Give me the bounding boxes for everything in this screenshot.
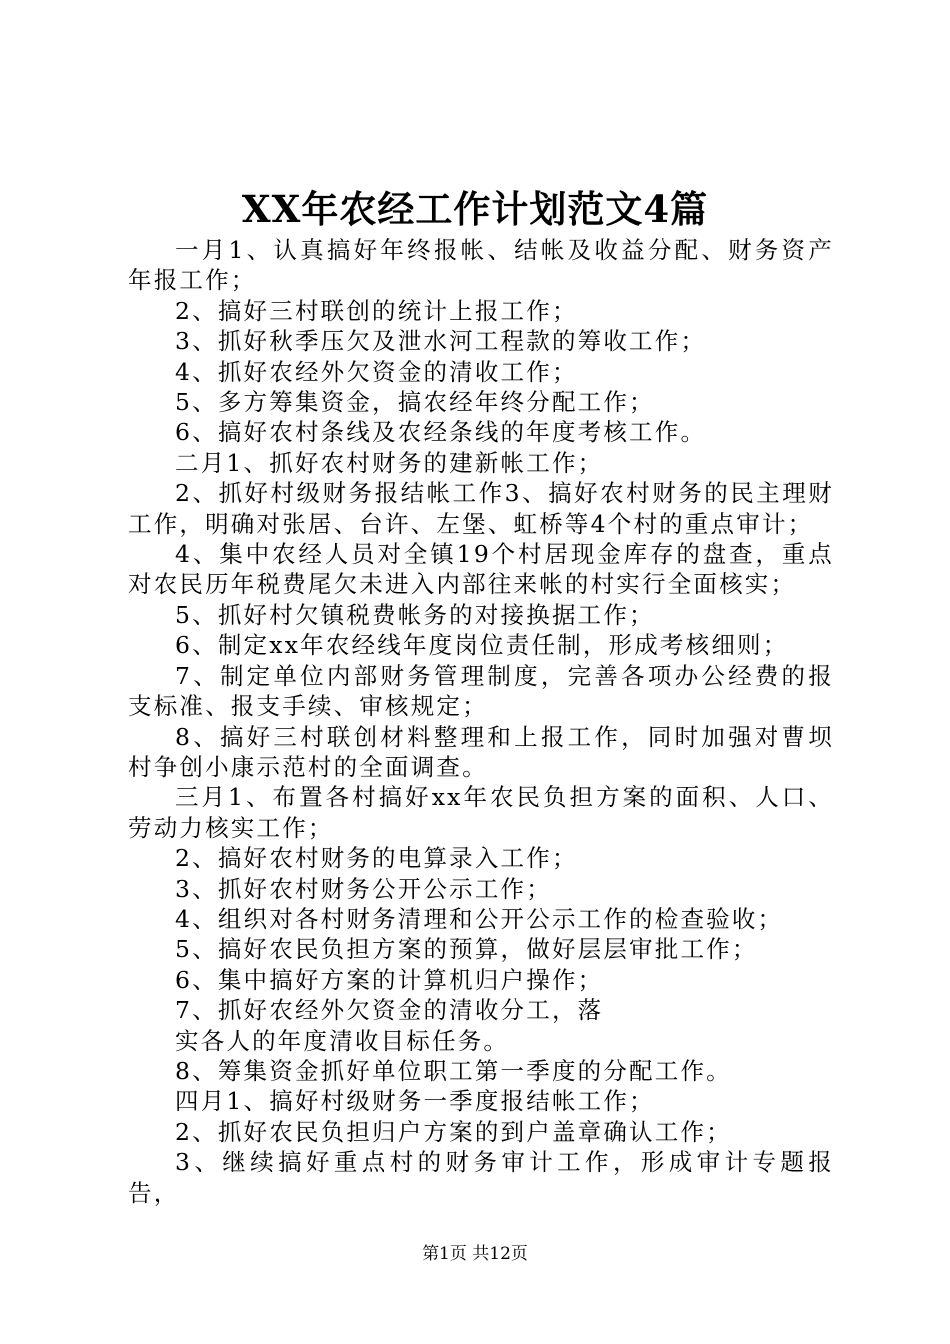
paragraph: 5、多方筹集资金，搞农经年终分配工作； — [175, 388, 655, 417]
paragraph: 6、制定xx年农经线年度岗位责任制，形成考核细则； — [175, 631, 789, 660]
paragraph: 2、抓好村级财务报结帐工作3、搞好农村财务的民主理财工作，明确对张居、台许、左堡、虹桥等4个村的重点审计； — [128, 479, 834, 538]
paragraph: 4、集中农经人员对全镇19个村居现金库存的盘查，重点对农民历年税费尾欠未进入内部往来帐的村实行全面核实； — [128, 540, 834, 599]
paragraph: 7、制定单位内部财务管理制度，完善各项办公经费的报支标准、报支手续、审核规定； — [128, 661, 834, 721]
paragraph: 3、继续搞好重点村的财务审计工作，形成审计专题报告， — [128, 1148, 834, 1207]
paragraph: 2、抓好农民负担归户方案的到户盖章确认工作； — [175, 1117, 732, 1146]
paragraph: 5、搞好农民负担方案的预算，做好层层审批工作； — [175, 935, 758, 964]
paragraph: 6、集中搞好方案的计算机归户操作； — [175, 965, 604, 994]
paragraph: 四月1、搞好村级财务一季度报结帐工作； — [175, 1087, 655, 1116]
paragraph: 5、抓好村欠镇税费帐务的对接换据工作； — [175, 600, 655, 629]
paragraph: 实各人的年度清收目标任务。 — [175, 1026, 510, 1055]
paragraph: 2、搞好农村财务的电算录入工作； — [175, 844, 578, 873]
paragraph: 8、搞好三村联创材料整理和上报工作，同时加强对曹坝村争创小康示范村的全面调查。 — [128, 722, 834, 781]
paragraph: 4、组织对各村财务清理和公开公示工作的检查验收； — [175, 904, 784, 933]
document-title: XX年农经工作计划范文4篇 — [241, 187, 709, 231]
paragraph: 2、搞好三村联创的统计上报工作； — [175, 296, 578, 325]
page-footer: 第1页 共12页 — [422, 1244, 528, 1264]
paragraph: 二月1、抓好农村财务的建新帐工作； — [175, 448, 604, 477]
paragraph: 三月1、布置各村搞好xx年农民负担方案的面积、人口、劳动力核实工作； — [128, 783, 834, 842]
paragraph: 一月1、认真搞好年终报帐、结帐及收益分配、财务资产年报工作； — [128, 236, 834, 295]
paragraph: 7、抓好农经外欠资金的清收分工，落 — [175, 996, 604, 1025]
paragraph: 3、抓好秋季压欠及泄水河工程款的筹收工作； — [175, 327, 707, 356]
document-body — [128, 235, 834, 1208]
paragraph: 8、筹集资金抓好单位职工第一季度的分配工作。 — [175, 1056, 732, 1085]
paragraph: 3、抓好农村财务公开公示工作； — [175, 874, 552, 903]
paragraph: 6、搞好农村条线及农经条线的年度考核工作。 — [175, 418, 707, 447]
paragraph: 4、抓好农经外欠资金的清收工作； — [175, 357, 578, 386]
